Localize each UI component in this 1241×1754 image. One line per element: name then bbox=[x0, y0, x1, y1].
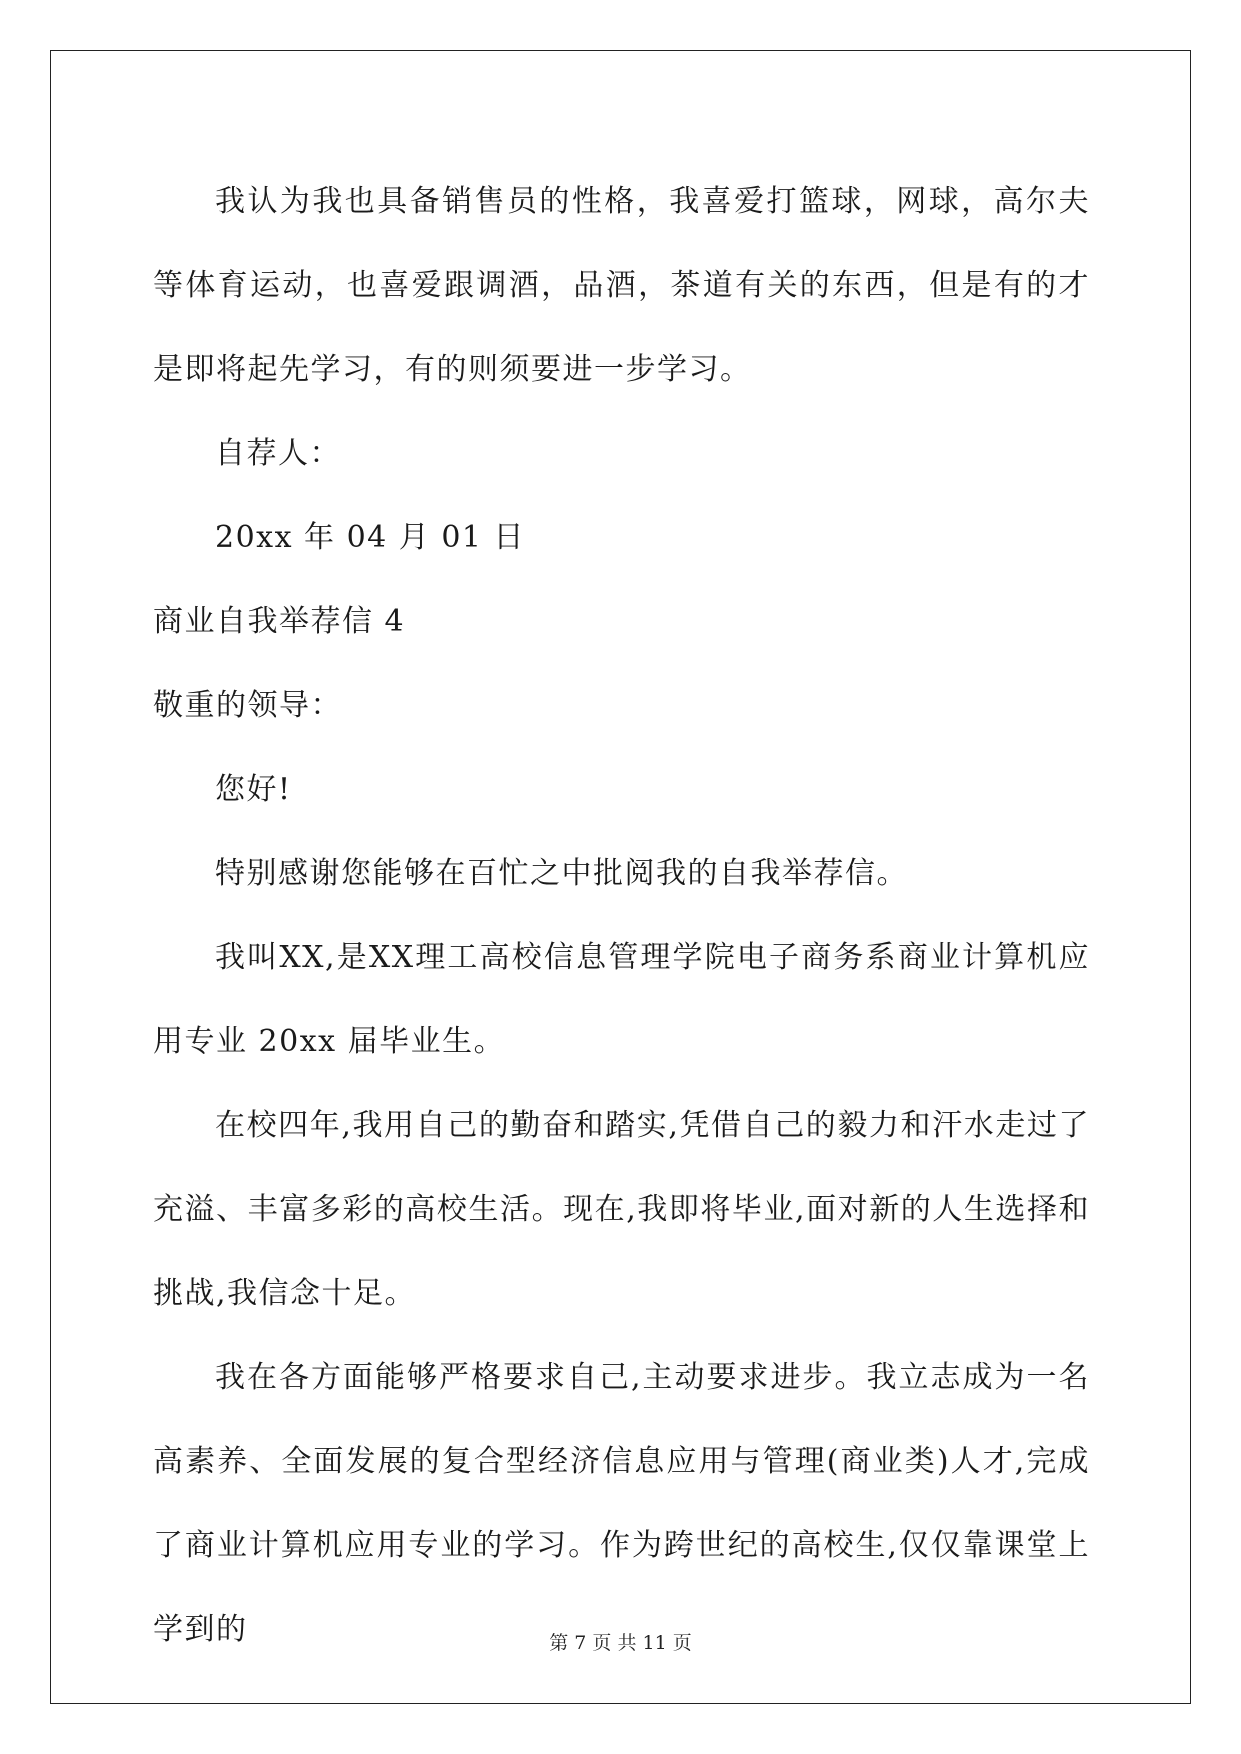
paragraph-introduction: 我叫XX,是XX理工高校信息管理学院电子商务系商业计算机应用专业 20xx 届毕业生。 bbox=[153, 940, 1090, 1059]
document-body bbox=[153, 160, 1090, 1672]
paragraph-campus-life: 在校四年,我用自己的勤奋和踏实,凭借自己的毅力和汗水走过了充溢、丰富多彩的高校生活。现在,我即将毕业,面对新的人生选择和挑战,我信念十足。 bbox=[153, 1108, 1090, 1311]
greeting: 您好! bbox=[215, 772, 292, 807]
paragraph-personality: 我认为我也具备销售员的性格，我喜爱打篮球，网球，高尔夫等体育运动，也喜爱跟调酒，品酒，茶道有关的东西，但是有的才是即将起先学习，有的则须要进一步学习。 bbox=[153, 184, 1090, 387]
paragraph-self-requirements: 我在各方面能够严格要求自己,主动要求进步。我立志成为一名高素养、全面发展的复合型经济信息应用与管理(商业类)人才,完成了商业计算机应用专业的学习。作为跨世纪的高校生,仅仅靠课堂上学到的 bbox=[153, 1360, 1090, 1647]
signature-date: 20xx 年 04 月 01 日 bbox=[215, 520, 526, 555]
salutation: 敬重的领导： bbox=[153, 688, 342, 723]
paragraph-thanks: 特别感谢您能够在百忙之中批阅我的自我举荐信。 bbox=[215, 856, 908, 891]
page-number-footer: 第 7 页 共 11 页 bbox=[549, 1632, 692, 1654]
signature-label: 自荐人： bbox=[215, 436, 341, 471]
section-heading: 商业自我举荐信 4 bbox=[153, 604, 406, 639]
